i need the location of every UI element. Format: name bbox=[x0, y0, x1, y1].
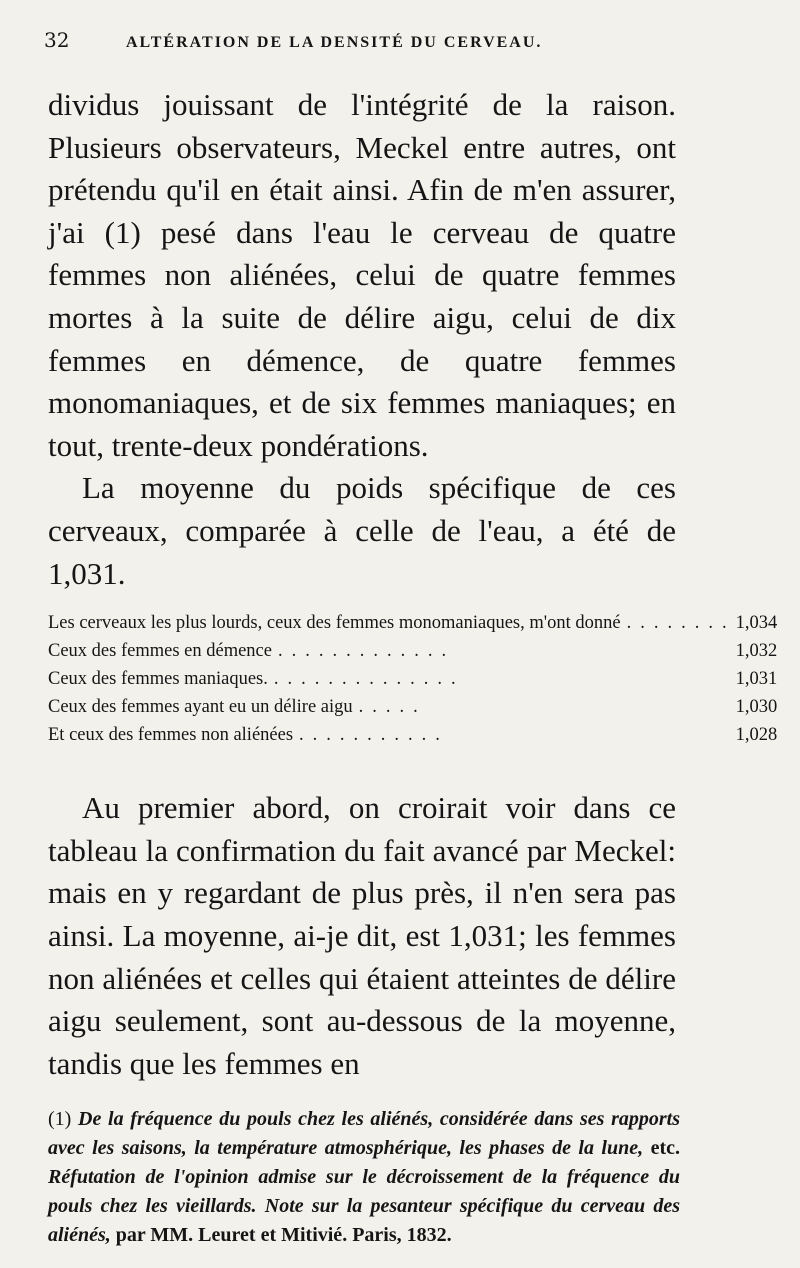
table-row-value: 1,028 bbox=[735, 725, 778, 746]
table-row bbox=[48, 609, 777, 637]
paragraph-1: dividus jouissant de l'intégrité de la raison. Plusieurs observateurs, Meckel entre autres, ont prétendu qu'il en était ainsi. Afin de m'en assurer, j'ai (1) pesé dans l'eau le cerveau de quatre femmes non aliénées, celui de quatre femmes mortes à la suite de délire aigu, celui de dix femmes en démence, de quatre femmes monomaniaques, et de six femmes maniaques; en tout, trente-deux pondérations. bbox=[48, 87, 676, 463]
table-row-value: 1,032 bbox=[735, 641, 778, 662]
footnote-title: De la fréquence du pouls chez les aliénés, considérée dans ses rapports avec les saisons, la température atmosphérique, les phases de la lune, bbox=[48, 1108, 680, 1160]
footnote-authors: par MM. Leuret et Mitivié. Paris, 1832. bbox=[115, 1224, 452, 1247]
leader-dots: ........ bbox=[626, 613, 736, 634]
footnote-etc: etc. bbox=[650, 1137, 681, 1160]
spacer bbox=[44, 749, 760, 787]
leader-dots: ............. bbox=[277, 641, 456, 662]
table-row-value: 1,031 bbox=[735, 669, 778, 690]
table-row-label: Ceux des femmes maniaques. bbox=[48, 669, 268, 690]
footnote-refutation: Réfutation de l'opinion admise sur le décroissement de la fréquence du pouls chez les vieillards. Note sur la pesanteur spécifique du cerveau des aliénés, bbox=[48, 1166, 680, 1247]
paragraph-3: Au premier abord, on croirait voir dans ce tableau la confirmation du fait avancé par Meckel: mais en y regardant de plus près, il n'en sera pas ainsi. La moyenne, ai-je dit, est 1,031; les femmes non aliénées et celles qui étaient atteintes de délire aigu seulement, sont au-dessous de la moyenne, tandis que les femmes en bbox=[48, 790, 676, 1081]
density-table bbox=[48, 609, 777, 749]
table-row-label: Ceux des femmes en démence bbox=[48, 641, 272, 662]
main-text-continued bbox=[48, 787, 676, 1085]
table-row-label: Les cerveaux les plus lourds, ceux des femmes monomaniaques, m'ont donné bbox=[48, 613, 621, 634]
running-head: ALTÉRATION DE LA DENSITÉ DU CERVEAU. bbox=[126, 34, 543, 51]
footnote bbox=[48, 1105, 680, 1250]
page-header bbox=[44, 28, 760, 84]
table-row bbox=[48, 721, 777, 749]
table-row-label: Et ceux des femmes non aliénées bbox=[48, 725, 294, 746]
leader-dots: ..... bbox=[358, 697, 427, 718]
main-text bbox=[48, 84, 676, 595]
table-row bbox=[48, 637, 777, 665]
leader-dots: .............. bbox=[273, 669, 465, 690]
table-row bbox=[48, 665, 777, 693]
leader-dots: ........... bbox=[299, 725, 449, 746]
table-row bbox=[48, 693, 777, 721]
table-row-label: Ceux des femmes ayant eu un délire aigu bbox=[48, 697, 353, 718]
table-row-value: 1,034 bbox=[735, 613, 778, 634]
paragraph-2: La moyenne du poids spécifique de ces cerveaux, comparée à celle de l'eau, a été de 1,031. bbox=[48, 470, 676, 591]
table-row-value: 1,030 bbox=[735, 697, 778, 718]
footnote-marker: (1) bbox=[48, 1108, 72, 1131]
page-number: 32 bbox=[44, 28, 70, 52]
